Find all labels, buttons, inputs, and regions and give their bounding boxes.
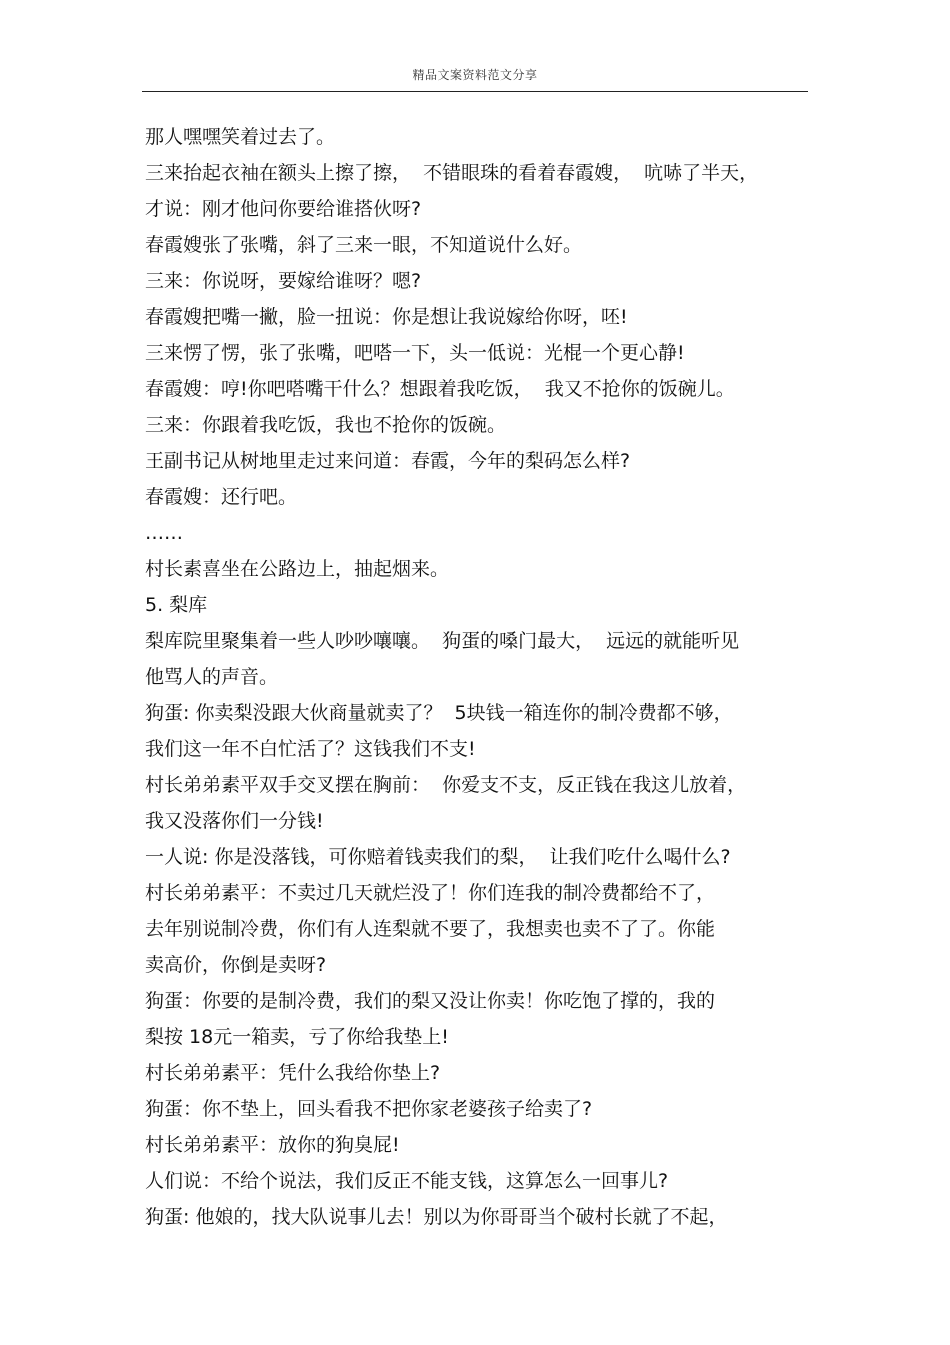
text-line: ……: [145, 522, 183, 544]
text-line: 三来愣了愣，张了张嘴，吧嗒一下，头一低说：光棍一个更心静!: [145, 342, 685, 364]
text-line: 村长弟弟素平：凭什么我给你垫上?: [145, 1062, 441, 1084]
text-line: 狗蛋: 你卖梨没跟大伙商量就卖了？ 5块钱一箱连你的制冷费都不够，: [145, 702, 733, 724]
text-line: 村长弟弟素平：不卖过几天就烂没了！你们连我的制冷费都给不了，: [145, 882, 716, 904]
text-line: 春霞嫂：哼!你吧嗒嘴干什么？想跟着我吃饭， 我又不抢你的饭碗儿。: [145, 378, 735, 400]
document-body: [145, 119, 805, 1235]
text-line: 三来：你说呀，要嫁给谁呀？嗯?: [145, 270, 422, 292]
text-line: 梨库院里聚集着一些人吵吵嚷嚷。 狗蛋的嗓门最大， 远远的就能听见: [145, 630, 740, 652]
text-line: 我又没落你们一分钱!: [145, 810, 324, 832]
text-line: 狗蛋: 他娘的，找大队说事儿去！别以为你哥哥当个破村长就了不起，: [145, 1206, 728, 1228]
text-line: 人们说：不给个说法，我们反正不能支钱，这算怎么一回事儿?: [145, 1170, 669, 1192]
text-line: 三来：你跟着我吃饭，我也不抢你的饭碗。: [145, 414, 507, 436]
header-divider: [142, 91, 808, 92]
text-line: 狗蛋：你不垫上，回头看我不把你家老婆孩子给卖了?: [145, 1098, 593, 1120]
text-line: 王副书记从树地里走过来问道：春霞，今年的梨码怎么样?: [145, 450, 631, 472]
text-line: 卖高价，你倒是卖呀?: [145, 954, 327, 976]
page-header: 精品文案资料范文分享: [412, 68, 538, 82]
text-line: 村长弟弟素平双手交叉摆在胸前： 你爱支不支，反正钱在我这儿放着，: [145, 774, 747, 796]
text-line: 梨按 18元一箱卖，亏了你给我垫上!: [145, 1026, 449, 1048]
text-line: 狗蛋：你要的是制冷费，我们的梨又没让你卖！你吃饱了撑的，我的: [145, 990, 716, 1012]
text-line: 春霞嫂：还行吧。: [145, 486, 298, 508]
text-line: 村长弟弟素平：放你的狗臭屁!: [145, 1134, 400, 1156]
text-line: 村长素喜坐在公路边上，抽起烟来。: [145, 558, 450, 580]
text-line: 那人嘿嘿笑着过去了。: [145, 126, 336, 148]
text-line: 才说：刚才他问你要给谁搭伙呀?: [145, 198, 422, 220]
text-line: 5. 梨库: [145, 594, 208, 616]
text-line: 一人说: 你是没落钱，可你赔着钱卖我们的梨， 让我们吃什么喝什么?: [145, 846, 731, 868]
text-line: 三来抬起衣袖在额头上擦了擦， 不错眼珠的看着春霞嫂， 吭哧了半天，: [145, 162, 759, 184]
text-line: 他骂人的声音。: [145, 666, 279, 688]
text-line: 春霞嫂把嘴一撇，脸一扭说：你是想让我说嫁给你呀，呸!: [145, 306, 628, 328]
text-line: 去年别说制冷费，你们有人连梨就不要了，我想卖也卖不了了。你能: [145, 918, 716, 940]
text-line: 春霞嫂张了张嘴，斜了三来一眼，不知道说什么好。: [145, 234, 583, 256]
text-line: 我们这一年不白忙活了？这钱我们不支!: [145, 738, 476, 760]
